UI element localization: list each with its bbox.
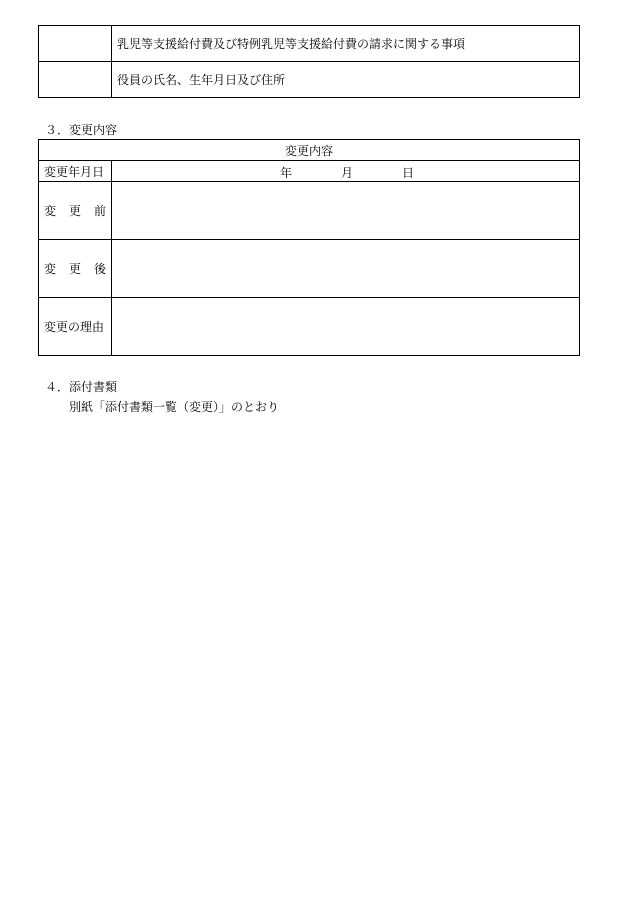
- before-change-label: 変 更 前: [39, 182, 112, 240]
- change-content-table: [38, 139, 580, 356]
- change-date-field[interactable]: [112, 161, 580, 182]
- benefit-claim-item: 乳児等支援給付費及び特例乳児等支援給付費の請求に関する事項: [112, 26, 580, 62]
- row-label-cell: [39, 26, 112, 62]
- change-date-label: 変更年月日: [39, 161, 112, 182]
- section-3-heading: ３．変更内容: [45, 123, 118, 137]
- year-label: 年: [280, 166, 293, 180]
- before-change-field[interactable]: [112, 182, 580, 240]
- row-label-cell: [39, 62, 112, 98]
- top-items-table: [38, 25, 580, 98]
- after-change-field[interactable]: [112, 240, 580, 298]
- officer-info-item: 役員の氏名、生年月日及び住所: [112, 62, 580, 98]
- day-label: 日: [402, 166, 415, 180]
- change-content-header: 変更内容: [39, 140, 580, 161]
- month-label: 月: [341, 166, 354, 180]
- change-reason-label: 変更の理由: [39, 298, 112, 356]
- table-row: [39, 62, 580, 98]
- after-change-label: 変 更 後: [39, 240, 112, 298]
- change-reason-field[interactable]: [112, 298, 580, 356]
- attachments-text: 別紙「添付書類一覧（変更）」のとおり: [69, 400, 280, 414]
- table-row: [39, 26, 580, 62]
- section-4-heading: ４．添付書類: [45, 380, 118, 394]
